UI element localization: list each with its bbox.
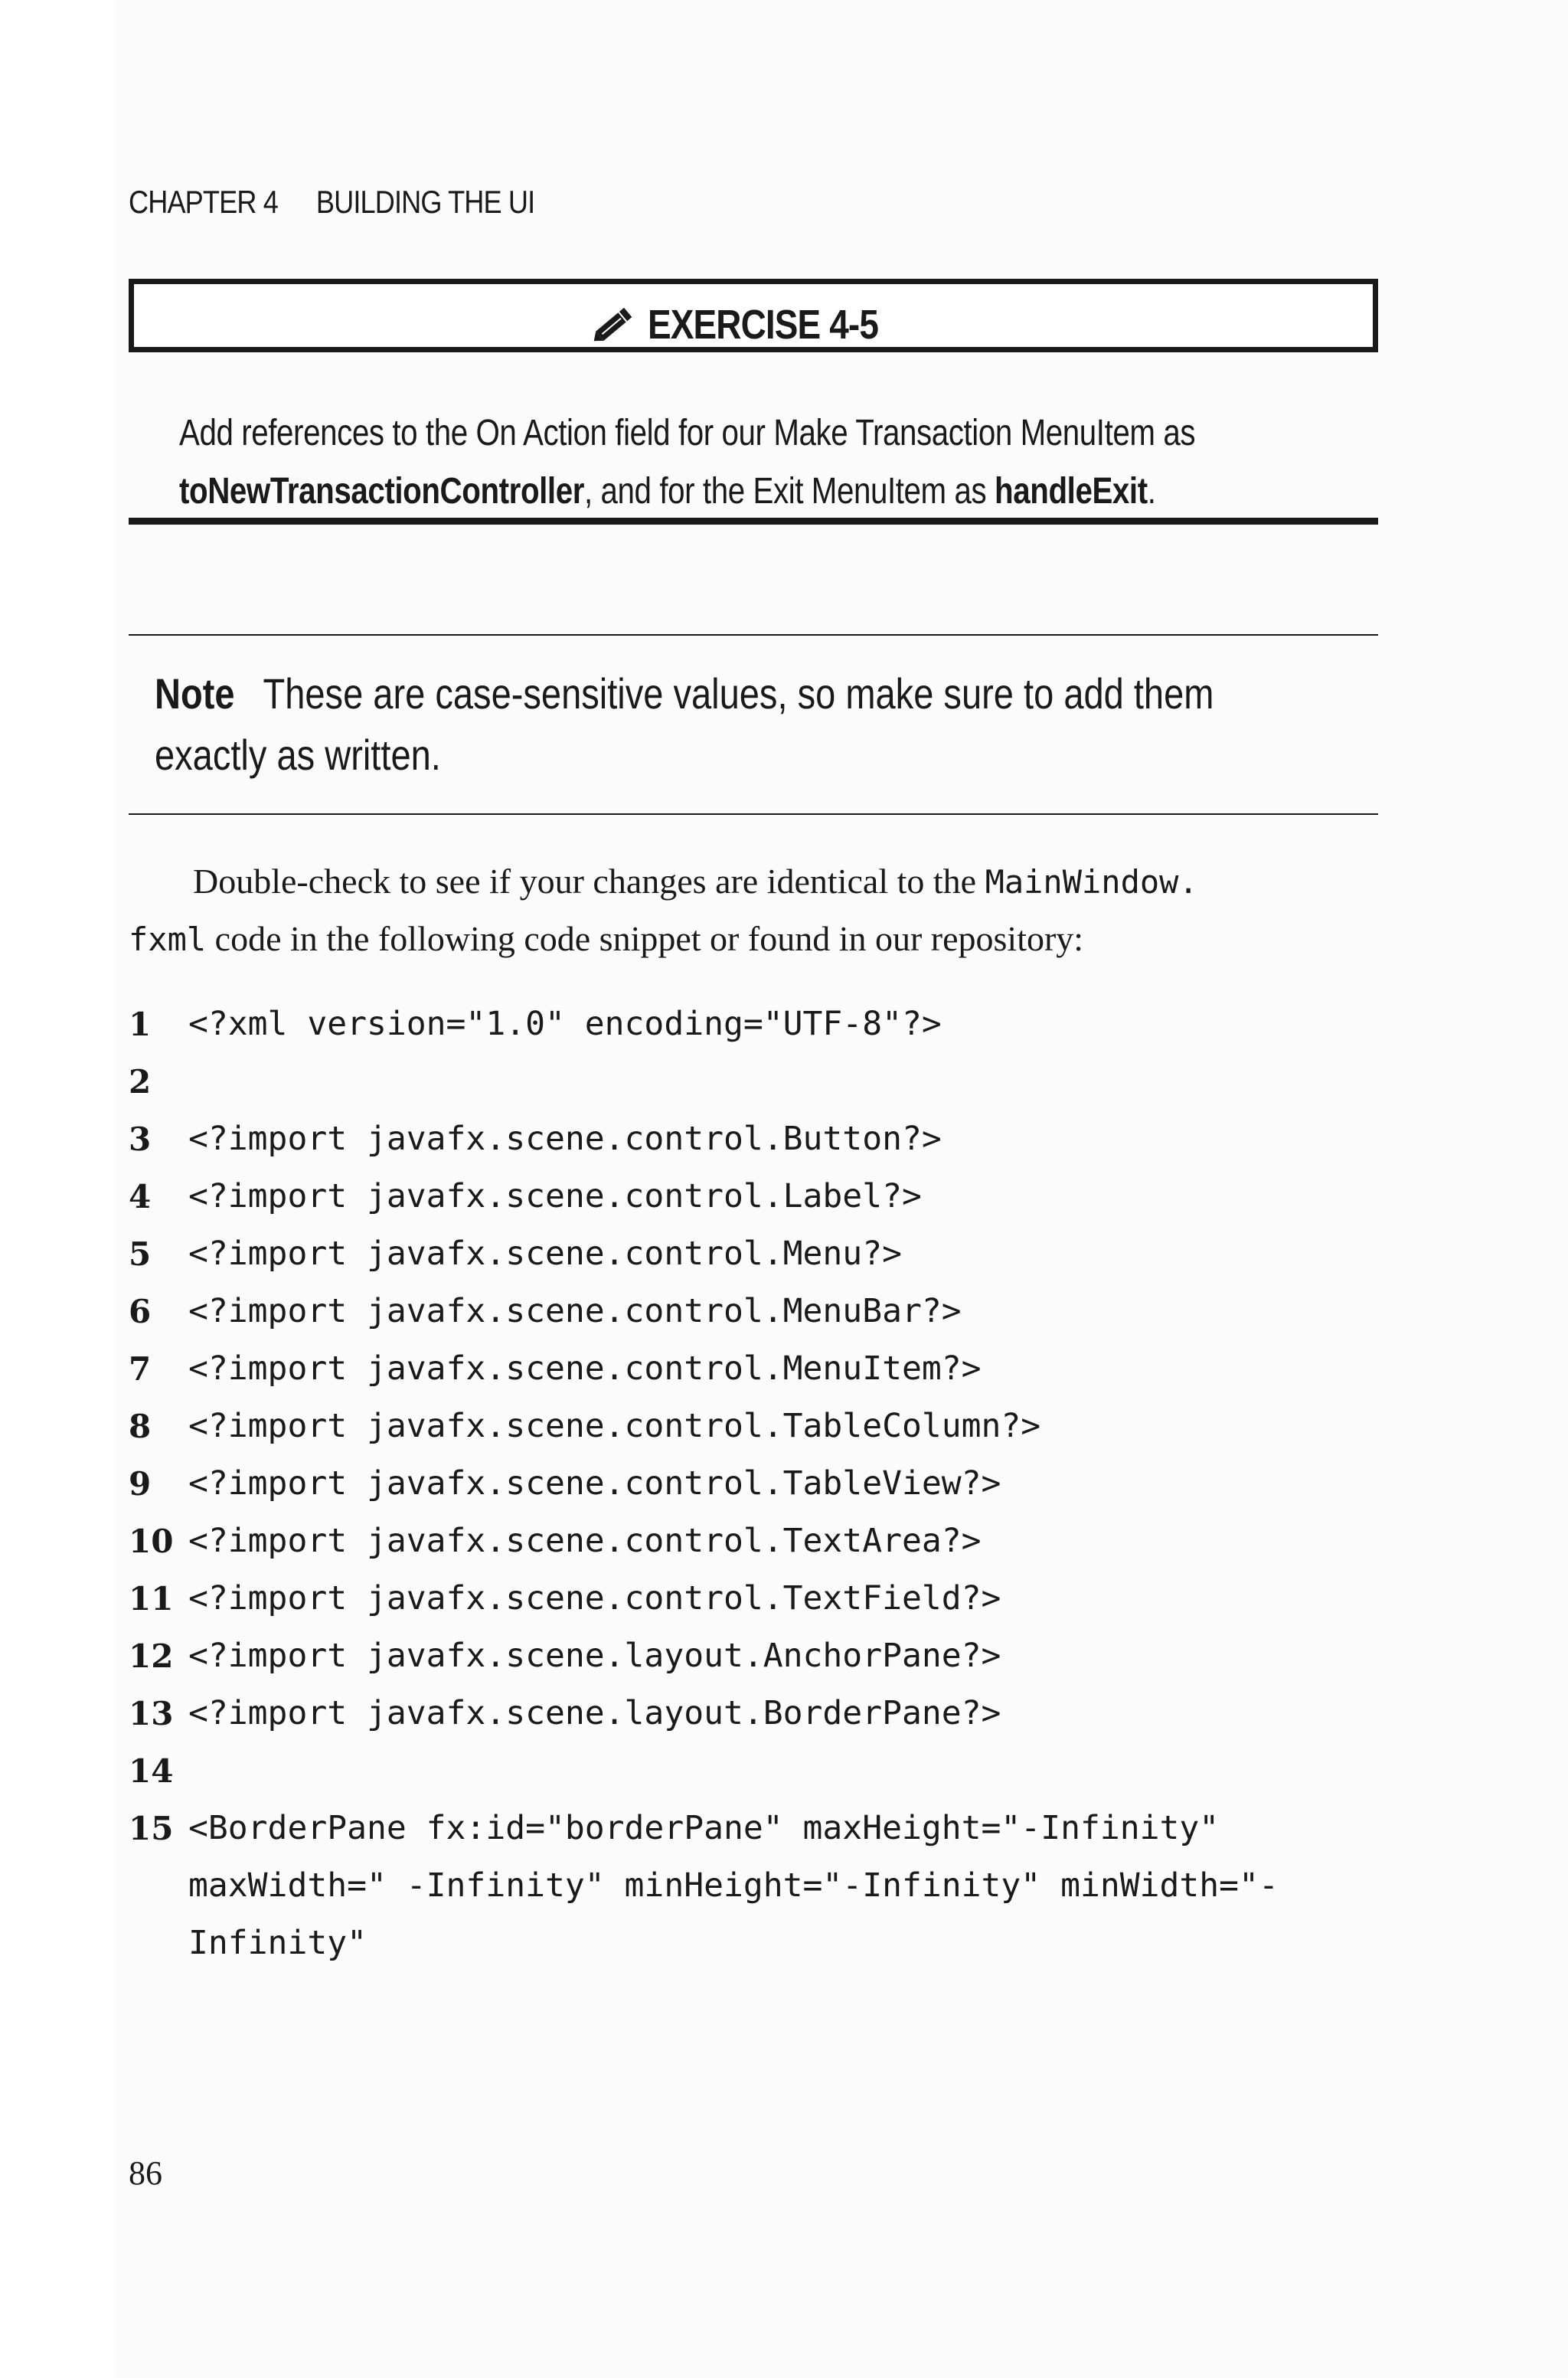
line-number: 5	[129, 1235, 152, 1273]
line-number: 1	[129, 1006, 152, 1043]
code-line	[129, 1800, 1430, 1857]
code-text: <?import javafx.scene.control.TextArea?>	[188, 1522, 982, 1560]
code-text: <?import javafx.scene.control.TableColumn?>	[188, 1407, 1041, 1445]
paragraph-text-1: Double-check to see if your changes are identical to the	[193, 862, 985, 901]
exit-method-name: handleExit	[995, 471, 1148, 512]
line-number: 15	[129, 1810, 174, 1847]
exercise-line-2	[179, 463, 1182, 521]
line-number: 7	[129, 1350, 152, 1388]
note-text-1: These are case-sensitive values, so make sure to add them	[263, 669, 1214, 718]
running-header	[129, 184, 534, 221]
code-text: Infinity"	[188, 1924, 367, 1962]
code-line	[129, 1283, 1430, 1340]
note-bottom-rule	[129, 813, 1378, 815]
line-number: 10	[129, 1523, 174, 1560]
code-text: <?import javafx.scene.control.Label?>	[188, 1177, 922, 1215]
code-text: <?import javafx.scene.control.Menu?>	[188, 1235, 902, 1273]
code-line	[129, 1742, 1430, 1800]
note-line-1	[155, 663, 1214, 725]
code-text: <?import javafx.scene.control.Button?>	[188, 1120, 942, 1158]
line-number: 12	[129, 1637, 174, 1675]
code-line	[129, 1685, 1430, 1742]
code-line	[129, 1398, 1430, 1455]
code-text: <?xml version="1.0" encoding="UTF-8"?>	[188, 1005, 942, 1043]
note-line-2: exactly as written.	[155, 731, 441, 779]
code-line	[129, 1225, 1430, 1283]
chapter-number: CHAPTER 4	[129, 184, 278, 220]
exercise-heading-box	[129, 279, 1378, 352]
paragraph-text-2: code in the following code snippet or found in our repository:	[206, 919, 1084, 958]
code-line	[129, 1110, 1430, 1168]
note-label: Note	[155, 669, 235, 718]
exercise-bottom-rule	[129, 518, 1378, 525]
code-line	[129, 1627, 1430, 1685]
line-number: 9	[129, 1465, 152, 1503]
note-block	[155, 663, 1349, 786]
code-line	[129, 1570, 1430, 1627]
exercise-line-2-end: .	[1147, 471, 1156, 512]
code-text: <?import javafx.scene.control.TableView?>	[188, 1464, 1001, 1503]
code-text: <?import javafx.scene.control.MenuItem?>	[188, 1349, 982, 1388]
line-number: 8	[129, 1408, 152, 1445]
exercise-text	[179, 404, 1374, 521]
line-number: 6	[129, 1293, 152, 1330]
code-continuation-line	[129, 1857, 1430, 1915]
code-continuation-line	[129, 1915, 1430, 1972]
line-number: 3	[129, 1120, 152, 1158]
code-listing	[129, 996, 1430, 1972]
line-number: 4	[129, 1178, 152, 1215]
code-text: <BorderPane fx:id="borderPane" maxHeight="-Infinity"	[188, 1809, 1220, 1847]
line-number: 11	[129, 1580, 174, 1617]
code-text: <?import javafx.scene.control.MenuBar?>	[188, 1292, 962, 1330]
inline-code-filename: MainWindow.	[985, 863, 1198, 901]
line-number: 14	[129, 1752, 174, 1790]
code-line	[129, 1455, 1430, 1513]
code-line	[129, 1340, 1430, 1398]
code-line	[129, 1053, 1430, 1110]
code-line	[129, 1168, 1430, 1225]
chapter-title: BUILDING THE UI	[315, 184, 535, 220]
code-text: maxWidth=" -Infinity" minHeight="-Infinity" minWidth="-	[188, 1866, 1279, 1905]
code-line	[129, 996, 1430, 1053]
exercise-line-2-middle: , and for the Exit MenuItem as	[583, 471, 995, 512]
inline-code-extension: fxml	[129, 921, 207, 958]
page-number: 86	[129, 2154, 162, 2192]
code-text: <?import javafx.scene.layout.AnchorPane?>	[188, 1637, 1001, 1675]
code-text: <?import javafx.scene.layout.BorderPane?>	[188, 1694, 1001, 1732]
code-text: <?import javafx.scene.control.TextField?>	[188, 1579, 1001, 1617]
pencil-icon	[588, 302, 639, 348]
code-line	[129, 1513, 1430, 1570]
exercise-line-1: Add references to the On Action field for our Make Transaction MenuItem as	[179, 413, 1196, 453]
exercise-title: EXERCISE 4-5	[647, 301, 878, 348]
controller-method-name: toNewTransactionController	[179, 471, 584, 512]
paragraph-line-2	[129, 911, 1384, 968]
exercise-heading	[134, 298, 1373, 348]
line-number: 13	[129, 1695, 174, 1732]
note-top-rule	[129, 634, 1378, 636]
line-number: 2	[129, 1063, 152, 1101]
paragraph-line-1	[129, 853, 1384, 911]
body-paragraph	[129, 853, 1384, 968]
